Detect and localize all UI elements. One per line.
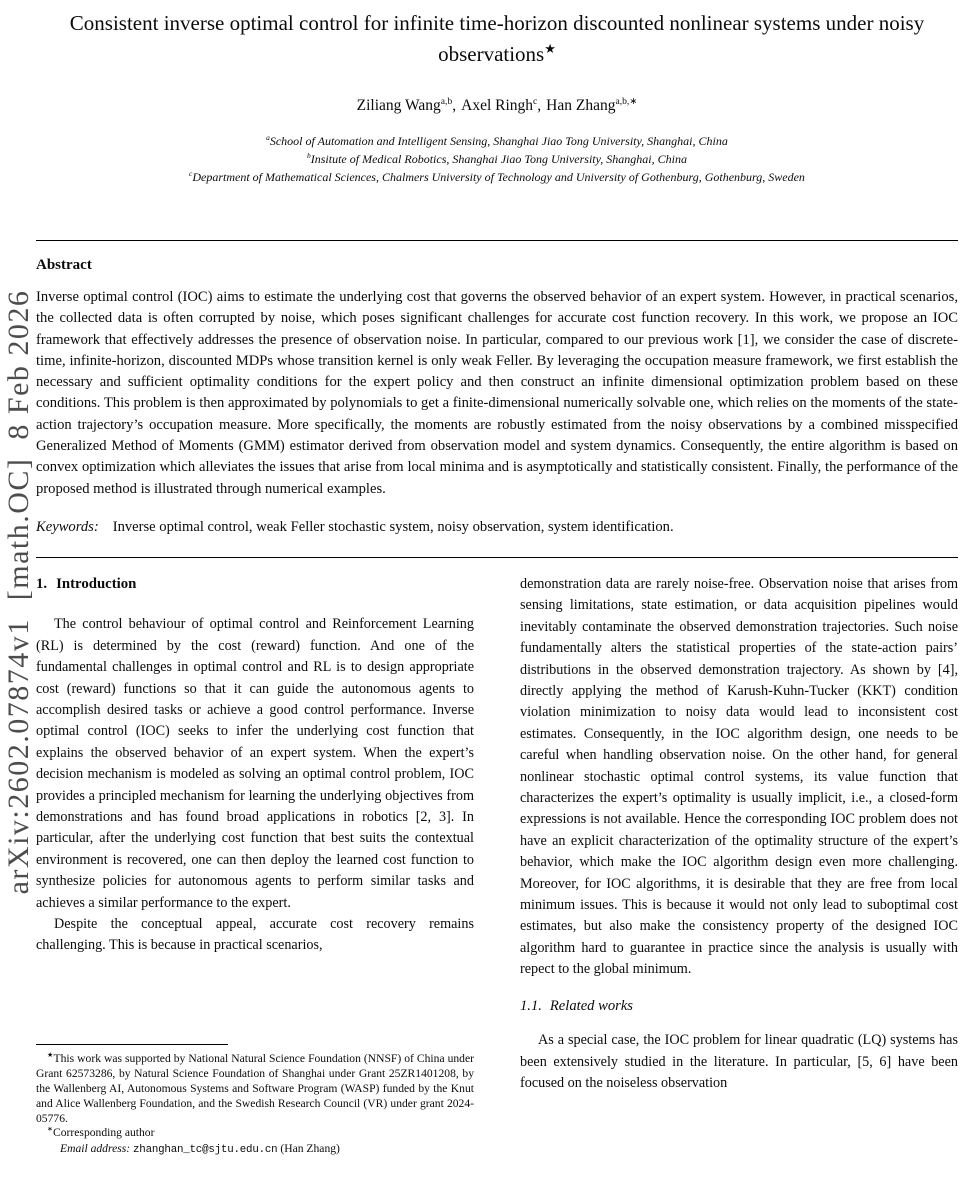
author-2-affiliation-sup: c: [533, 95, 538, 107]
paper-title: [36, 8, 958, 70]
author-1-affiliation-sup: a,b: [440, 95, 453, 107]
keywords-bottom-divider: [36, 557, 958, 558]
abstract-top-divider: [36, 240, 958, 241]
keywords-text: Inverse optimal control, weak Feller stochastic system, noisy observation, system identification.: [112, 518, 674, 535]
title-footnote-star: ★: [544, 41, 556, 56]
footnote-star-mark: ★: [47, 1051, 54, 1060]
email-label: Email address:: [60, 1142, 131, 1156]
author-separator: ,: [537, 97, 542, 114]
related-works-paragraph-1: As a special case, the IOC problem for linear quadratic (LQ) systems has been extensively studied in the literature. In particular, [5, 6] have been focused on the noiseless observation: [520, 1032, 958, 1091]
affiliation-b-sup: b: [307, 151, 311, 160]
keywords-line: [36, 519, 958, 536]
author-name-3: Han Zhang$^{a,b,∗}$: [546, 95, 638, 114]
affiliation-a-sup: a: [266, 133, 270, 142]
section-heading-introduction: 1. Introduction: [36, 575, 137, 592]
footnote-corresponding-author: ∗Corresponding author: [47, 1125, 155, 1140]
affiliation-line-a: $^a$School of Automation and Intelligent Sensing, Shanghai Jiao Tong University, Shanghai, China: [266, 133, 728, 148]
introduction-paragraph-1: The control behaviour of optimal control and Reinforcement Learning (RL) is determined by the cost (reward) function. And one of the fundamental challenges in optimal control and RL is to design appropriate cost (reward) functions so that it can guide the autonomous agents to accomplish desired tasks or achieve a good control performance. Inverse optimal control (IOC) seeks to infer the underlying cost function that explains the observed behavior of an expert system. When the expert’s decision mechanism is modeled as solving an optimal control problem, IOC provides a principled mechanism for learning the underlying objectives from demonstrations and has found broad applications in robotics [2, 3]. In particular, after the underlying cost function that best suits the contextual environment is recovered, one can then deploy the learned cost function to synthesize policies for autonomous agents to perform similar tasks and achieves a similar performance to the expert.: [36, 616, 474, 911]
column-spacer: [36, 957, 474, 1045]
two-column-body: [36, 574, 958, 1158]
introduction-paragraph-2: Despite the conceptual appeal, accurate cost recovery remains challenging. This is because in practical scenarios,: [36, 916, 474, 954]
author-line: [36, 97, 958, 115]
keywords-label: Keywords:: [36, 518, 99, 535]
author-name-2: Axel Ringh$^c$: [461, 95, 538, 114]
email-address: zhanghan_tc@sjtu.edu.cn: [133, 1144, 278, 1157]
left-column: [36, 574, 474, 1158]
introduction-paragraph-3: demonstration data are rarely noise-free. Observation noise that arises from sensing limitations, state estimation, or data acquisition pipelines would inevitably contaminate the observed demonstration trajectories. Such noise fundamentally alters the statistical properties of the state-action pairs’ distributions in the observed demonstration trajectory. As shown by [4], directly applying the method of Karush-Kuhn-Tucker (KKT) condition violation minimization to noisy data would lead to inconsistent cost estimates. Consequently, in the IOC algorithm design, one needs to be careful when handling observation noise. On the other hand, for general nonlinear stochastic optimal control systems, its value function that characterizes the expert’s optimality is usually implicit, i.e., a closed-form expressions is not available. Hence the corresponding IOC problem does not have an explicit characterization of the optimality structure of the expert’s behavior, which make the IOC algorithm design even more challenging. Moreover, for IOC algorithms, it is desirable that they are free from local minimum issues. This is because it would not only lead to suboptimal cost estimates, but also make the consistency property of the designed IOC algorithm hard to guarantee in practice since the analysis is usually with repect to the global minimum.: [520, 575, 958, 978]
affiliation-c-sup: c: [189, 169, 193, 178]
paper-title-text: Consistent inverse optimal control for infinite time-horizon discounted nonlinear systems under noisy observations: [69, 11, 925, 66]
affiliation-line-c: $^c$Department of Mathematical Sciences, Chalmers University of Technology and University of Gothenburg, Gothenburg, Sweden: [189, 169, 805, 184]
subsection-number: 1.1.: [520, 997, 542, 1014]
footnote-rule: [36, 1044, 228, 1045]
affiliation-line-b: $^b$Insitute of Medical Robotics, Shanghai Jiao Tong University, Shanghai, China: [307, 151, 687, 166]
footnote-block: [36, 1044, 474, 1158]
abstract-text: Inverse optimal control (IOC) aims to estimate the underlying cost that governs the observed behavior of an expert system. However, in practical scenarios, the collected data is often corrupted by noise, which poses significant challenges for accurate cost function recovery. In this work, we propose an IOC framework that effectively addresses the presence of observation noise. In particular, compared to our previous work [1], we consider the case of discrete-time, infinite-horizon, discounted MDPs whose transition kernel is only weak Feller. By leveraging the occupation measure framework, we first establish the necessary and sufficient optimality conditions for the expert policy and then construct an infinite dimensional optimization problem based on these conditions. This problem is then approximated by polynomials to get a finite-dimensional numerically solvable one, which relies on the moments of the state-action trajectory’s occupation measure. More specifically, the moments are robustly estimated from the noisy observations by a combined misspecified Generalized Method of Moments (GMM) estimator derived from observation model and system dynamics. Consequently, the entire algorithm is based on convex optimization which alleviates the issues that arise from local minima and is asymptotically and statistically consistent. Finally, the performance of the proposed method is illustrated through numerical examples.: [36, 289, 958, 497]
right-column: [520, 574, 958, 1158]
author-3-affiliation-sup: a,b,∗: [615, 95, 638, 107]
email-owner-name: (Han Zhang): [280, 1142, 340, 1156]
abstract-heading: Abstract: [36, 257, 92, 273]
author-separator: ,: [452, 97, 457, 114]
section-number: 1.: [36, 575, 48, 592]
affiliation-block: [36, 132, 958, 186]
footnote-funding: ★This work was supported by National Natural Science Foundation (NNSF) of China under Grant 62573286, by Natural Science Foundation of Shanghai under Grant 25ZR1401208, by the Wallenberg AI, Autonomous Systems and Software Program (WASP) funded by the Knut and Alice Wallenberg Foundation, and the Swedish Research Council (VR) under grant 2024-05776.: [36, 1051, 474, 1125]
author-name-1: Ziliang Wang$^{a,b}$: [356, 95, 453, 114]
arxiv-watermark: arXiv:2602.07874v1 [math.OC] 8 Feb 2026: [2, 289, 35, 895]
footnote-email-line: [36, 1142, 474, 1158]
subsection-heading-related-works: 1.1. Related works: [520, 997, 633, 1014]
footnote-asterisk-mark: ∗: [47, 1125, 54, 1134]
